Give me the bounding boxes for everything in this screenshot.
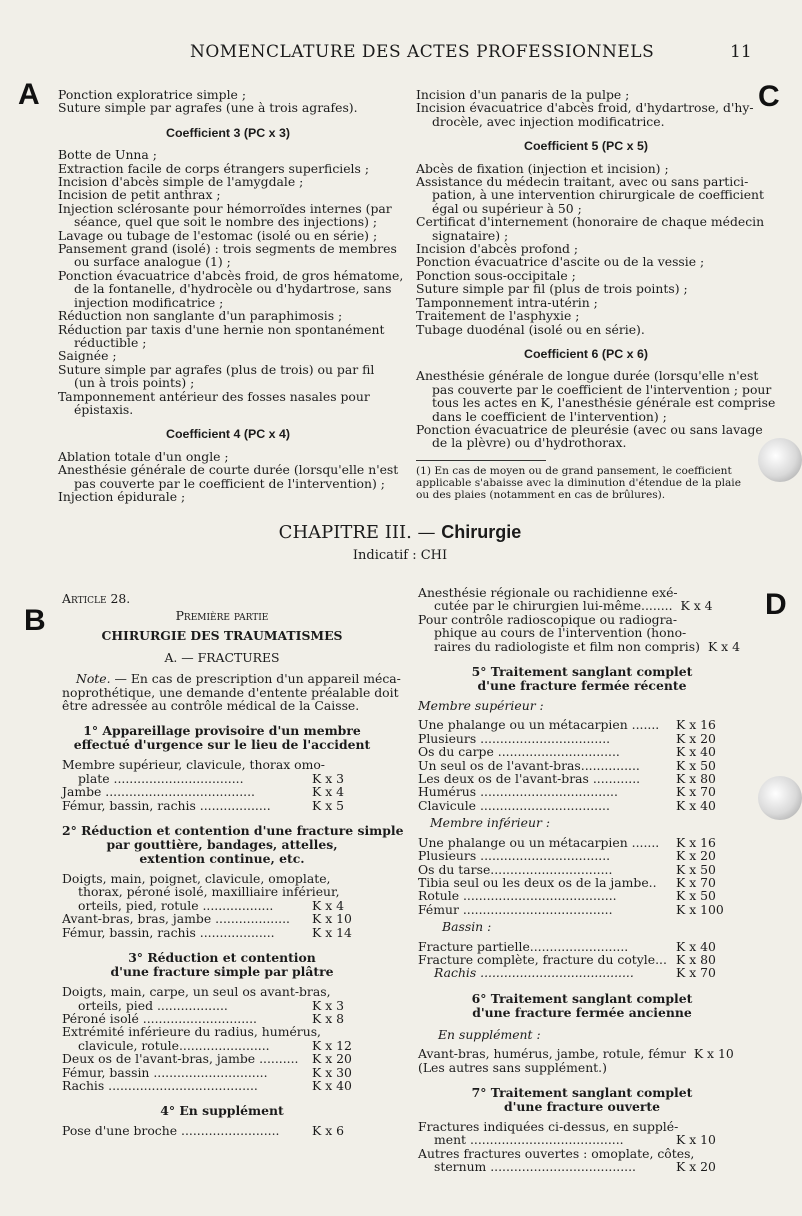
tariff-row [62,899,382,912]
tariff-row [418,1160,746,1173]
coefficient-value: K x 100 [676,901,724,917]
h5-rows-lower [418,836,746,916]
text-line: Doigts, main, poignet, clavicule, omoplate, [62,871,331,887]
h5-rows-bassin [418,940,746,980]
text-line: Anesthésie générale de longue durée (lorsqu'elle n'est [416,368,759,384]
note-line [62,671,401,687]
note-text: noprothétique, une demande d'entente préalable doit [62,684,399,700]
h6-rows [418,1047,746,1060]
act-label: Rotule ....................................... [418,888,617,904]
tariff-row [418,836,746,849]
text-line: drocèle, avec injection modificatrice. [432,113,665,129]
coef5-heading: Coefficient 5 (PC x 5) [524,139,648,154]
coefficient-value: K x 30 [312,1064,352,1080]
coefficient-value: K x 70 [676,965,716,981]
text-line: Incision d'abcès simple de l'amygdale ; [58,174,304,190]
subheading-line: par gouttière, bandages, attelles, [106,837,338,853]
text-line: Réduction non sanglante d'un paraphimosis ; [58,308,343,324]
page-number: 11 [730,42,752,62]
coefficient-value: K x 40 [676,797,716,813]
tariff-row [418,799,746,812]
subheading-line: effectué d'urgence sur le lieu de l'accident [73,737,371,753]
coefficient-value: K x 10 [676,1132,716,1148]
h6-sub: En supplément : [438,1026,541,1042]
text-line: ou surface analogue (1) ; [74,254,231,270]
tariff-row [62,1052,382,1065]
section-a [58,87,404,504]
h3-lines [62,985,382,998]
text-line: séance, quel que soit le nombre des injections) ; [74,214,378,230]
act-label: Pose d'une broche ......................... [62,1123,280,1139]
margin-letter-b: B [24,604,46,637]
note-text: — En cas de prescription d'un appareil méca- [114,671,401,687]
coefficient-value: K x 50 [676,861,716,877]
tariff-row [418,772,746,785]
h4-rows [62,1124,382,1137]
text-line: pas couverte par le coefficient de l'intervention) ; [74,475,385,491]
act-label: Fémur, bassin ............................. [62,1064,268,1080]
tariff-row [62,999,382,1012]
h2-heading [62,823,404,867]
tariff-row [418,732,746,745]
section-a-intro [58,88,398,115]
text-line: Pour contrôle radioscopique ou radiogra- [418,611,678,627]
section-d [418,586,746,1174]
text-line: Fractures indiquées ci-dessus, en supplé- [418,1118,679,1134]
h5-sub-upper: Membre supérieur : [418,698,544,714]
text-line: (un à trois points) ; [74,375,195,391]
h4-heading [62,1104,382,1118]
tariff-row [418,745,746,758]
tariff-row [62,772,382,785]
tariff-row [62,912,382,925]
act-label: Avant-bras, bras, jambe ................... [62,911,290,927]
subheading-line: 1° Appareillage provisoire d'un membre [83,723,361,739]
text-line: Tamponnement antérieur des fosses nasales pour [58,388,370,404]
subheading-line: 6° Traitement sanglant complet [471,990,693,1006]
tariff-row [418,940,746,953]
tariff-row [418,785,746,798]
text-line: épistaxis. [74,401,134,417]
subheading-line: d'une fracture fermée ancienne [472,1004,692,1020]
tariff-row [62,1012,382,1025]
coef5-list [416,160,765,337]
punch-hole [758,438,802,482]
h5-rows-upper [418,718,746,812]
tariff-row [418,1047,746,1060]
coef6-heading: Coefficient 6 (PC x 6) [524,346,648,361]
text-line: dans le coefficient de l'intervention) ; [432,408,667,424]
subheading-line: 2° Réduction et contention d'une fracture simple [62,823,404,839]
text-line: pation, à une intervention chirurgicale de coefficient [432,187,765,203]
footnote [416,465,756,501]
act-label: Plusieurs ................................. [418,848,611,864]
page-header [0,38,800,66]
part-title: CHIRURGIE DES TRAUMATISMES [101,627,343,643]
act-label: Une phalange ou un métacarpien ....... [418,834,660,850]
subheading-line: d'une fracture fermée récente [477,678,687,694]
coefficient-value: K x 4 [312,784,345,800]
text-line: Abcès de fixation (injection et incision) ; [416,160,669,176]
coefficient-value: K x 20 [676,730,716,746]
running-title: NOMENCLATURE DES ACTES PROFESSIONNELS [190,42,655,62]
chapter-title [0,522,800,543]
text-line: Membre supérieur, clavicule, thorax omo- [62,757,325,773]
h5-sub-bassin: Bassin : [442,919,492,935]
text-line: Saignée ; [58,348,117,364]
subheading-line: d'une fracture simple par plâtre [110,964,334,980]
h7-rows [418,1133,746,1146]
coef6-list [416,368,776,451]
subheading-line: 3° Réduction et contention [128,950,316,966]
act-label: raires du radiologiste et film non compris) [434,638,700,654]
text-line: Certificat d'internement (honoraire de chaque médecin [416,214,765,230]
tariff-row [418,876,746,889]
article-number: Article 28. [62,591,131,606]
coefficient-value: K x 4 [707,638,740,654]
text-line: Suture simple par agrafes (plus de trois) ou par fil [58,361,375,377]
act-label: Clavicule ................................. [418,797,610,813]
text-line: Ponction évacuatrice d'abcès froid, de gros hématome, [58,267,404,283]
act-label: Fracture partielle......................... [418,938,629,954]
h3-rows-2 [62,1039,382,1093]
subheading-line: extention continue, etc. [139,851,305,867]
subheading-line: 5° Traitement sanglant complet [471,664,693,680]
act-label: Os du carpe ............................... [418,744,620,760]
coefficient-value: K x 10 [693,1046,734,1062]
tariff-row [418,889,746,902]
text-line: phique au cours de l'intervention (hono- [434,625,687,641]
coefficient-value: K x 20 [676,848,716,864]
text-line: Autres fractures ouvertes : omoplate, côtes, [418,1145,695,1161]
act-label: Fracture complète, fracture du cotyle... [418,951,667,967]
act-label: Fémur, bassin, rachis ................... [62,924,275,940]
act-label: orteils, pied, rotule .................. [78,897,274,913]
h6-heading [418,992,746,1020]
tariff-row [62,1079,382,1092]
coefficient-value: K x 16 [676,834,716,850]
act-label: Deux os de l'avant-bras, jambe .......... [62,1051,299,1067]
h1-lines [62,758,382,771]
tariff-row [418,599,746,612]
coef4-heading: Coefficient 4 (PC x 4) [166,427,290,442]
h5-heading [418,665,746,693]
subheading-line: d'une fracture ouverte [503,1098,661,1114]
text-line: Incision d'abcès profond ; [416,241,579,257]
act-label: Une phalange ou un métacarpien ....... [418,717,660,733]
text-line: Extraction facile de corps étrangers superficiels ; [58,160,369,176]
act-label: Les deux os de l'avant-bras ............ [418,771,641,787]
tariff-row [62,799,382,812]
coefficient-value: K x 3 [312,770,345,786]
chapter-indicatif: Indicatif : CHI [352,548,448,563]
d-top-rows-2 [418,640,746,653]
text-line: Ablation totale d'un ongle ; [58,448,229,464]
act-label: Tibia seul ou les deux os de la jambe.. [418,874,657,890]
coef4-list [58,450,398,504]
coefficient-value: K x 20 [676,1159,716,1175]
section-c-intro [416,88,756,128]
text-line: pas couverte par le coefficient de l'intervention ; pour [432,381,772,397]
coefficient-value: K x 4 [680,598,713,614]
coefficient-value: K x 40 [312,1077,352,1093]
h6-lines [418,1061,746,1074]
footnote-rule [416,460,546,461]
act-label: Avant-bras, humérus, jambe, rotule, fémur [418,1046,686,1062]
h2-lines [62,872,382,899]
d-top-lines [418,586,746,599]
text-line: Réduction par taxis d'une hernie non spontanément [58,321,385,337]
coefficient-value: K x 50 [676,757,716,773]
tariff-row [62,785,382,798]
h3-heading [62,951,382,979]
section-c [416,87,776,501]
coefficient-value: K x 40 [676,938,716,954]
tariff-row [418,640,746,653]
h1-heading [62,724,382,752]
act-label: orteils, pied .................. [78,997,228,1013]
h1-rows [62,772,382,812]
text-line: ou des plaies (notamment en cas de brûlures). [416,488,666,501]
tariff-row [418,1133,746,1146]
text-line: Doigts, main, carpe, un seul os avant-bras, [62,984,331,1000]
tariff-row [418,718,746,731]
coefficient-value: K x 5 [312,797,345,813]
act-label: sternum ..................................... [434,1159,636,1175]
coefficient-value: K x 70 [676,874,716,890]
act-label: clavicule, rotule....................... [78,1037,270,1053]
h7-lines-2 [418,1147,746,1160]
text-line: thorax, péroné isolé, maxilliaire inférieur, [78,884,340,900]
text-line: réductible ; [74,334,147,350]
text-line: Injection sclérosante pour hémorroïdes internes (par [58,200,392,216]
margin-letter-a: A [18,78,40,111]
d-top-rows [418,599,746,612]
text-line: Tubage duodénal (isolé ou en série). [416,321,645,337]
text-line: tous les actes en K, l'anesthésie générale est comprise [432,395,776,411]
h7-lines [418,1120,746,1133]
act-label: Fémur ...................................... [418,901,613,917]
act-label: plate ................................. [78,770,244,786]
text-line: Ponction exploratrice simple ; [58,87,247,102]
text-line: Extrémité inférieure du radius, humérus, [62,1024,321,1040]
coefficient-value: K x 10 [312,911,352,927]
text-line: Tamponnement intra-utérin ; [416,294,598,310]
tariff-row [62,1066,382,1079]
text-line: Anesthésie générale de courte durée (lorsqu'elle n'est [58,462,399,478]
text-line: Anesthésie régionale ou rachidienne exé- [418,585,678,600]
coefficient-value: K x 3 [312,997,345,1013]
act-label: cutée par le chirurgien lui-même........ [434,598,673,614]
h3-rows [62,999,382,1026]
text-line: (1) En cas de moyen ou de grand pansement, le coefficient [416,464,732,477]
coef3-heading: Coefficient 3 (PC x 3) [166,125,290,140]
text-line: Suture simple par fil (plus de trois points) ; [416,281,688,297]
subheading-line: 4° En supplément [160,1103,284,1119]
coefficient-value: K x 70 [676,784,716,800]
coefficient-value: K x 50 [676,888,716,904]
text-line: de la plèvre) ou d'hydrothorax. [432,435,627,451]
text-line: signataire) ; [432,227,509,243]
text-line: Assistance du médecin traitant, avec ou sans partici- [416,174,749,190]
text-line: applicable s'abaisse avec la diminution d'étendue de la plaie [416,476,741,489]
coefficient-value: K x 14 [312,924,352,940]
act-label: Jambe ...................................... [62,784,255,800]
text-line: Ponction évacuatrice d'ascite ou de la vessie ; [416,254,705,270]
coefficient-value: K x 16 [676,717,716,733]
coefficient-value: K x 80 [676,951,716,967]
text-line: (Les autres sans supplément.) [418,1059,607,1075]
tariff-row [418,903,746,916]
coefficient-value: K x 4 [312,897,345,913]
tariff-row [418,759,746,772]
tariff-row [418,849,746,862]
act-label: Plusieurs ................................. [418,730,611,746]
act-label: Humérus ................................... [418,784,618,800]
tariff-row [418,863,746,876]
margin-letter-d: D [765,588,787,621]
coefficient-value: K x 8 [312,1010,345,1026]
text-line: Incision d'un panaris de la pulpe ; [416,87,630,102]
coefficient-value: K x 20 [312,1051,352,1067]
act-label: Rachis ...................................... [62,1077,258,1093]
h3-lines-2 [62,1025,382,1038]
coef3-list [58,147,404,417]
chapter-prefix: CHAPITRE III. — [278,522,436,543]
coefficient-value: K x 80 [676,771,716,787]
act-label: Un seul os de l'avant-bras............... [418,757,640,773]
text-line: Botte de Unna ; [58,147,157,163]
text-line: Lavage ou tubage de l'estomac (isolé ou en série) ; [58,227,378,243]
punch-hole [758,776,802,820]
act-label: Fémur, bassin, rachis .................. [62,797,271,813]
text-line: Pansement grand (isolé) : trois segments de membres [58,241,397,257]
tariff-row [62,926,382,939]
coefficient-value: K x 6 [312,1123,345,1139]
act-label: Péroné isolé ............................. [62,1010,257,1026]
section-b [62,591,404,1139]
act-label: Os du tarse............................... [418,861,613,877]
subheading-line: 7° Traitement sanglant complet [471,1084,693,1100]
act-label: Rachis ....................................... [434,965,634,981]
act-label: ment ....................................... [434,1132,624,1148]
subsection-title: A. — FRACTURES [164,649,280,665]
text-line: Incision de petit anthrax ; [58,187,221,203]
text-line: Ponction sous-occipitale ; [416,267,576,283]
coefficient-value: K x 40 [676,744,716,760]
note-text: être adressée au contrôle médical de la Caisse. [62,698,360,714]
text-line: de la fontanelle, d'hydrocèle ou d'hydartrose, sans [74,281,392,297]
h7-rows-2 [418,1160,746,1173]
chapter-name: Chirurgie [441,522,522,542]
text-line: Traitement de l'asphyxie ; [416,308,580,324]
text-line: Injection épidurale ; [58,488,186,504]
tariff-row [62,1124,382,1137]
h2-rows [62,899,382,939]
text-line: égal ou supérieur à 50 ; [432,200,582,216]
part-label: Première partie [175,608,269,624]
tariff-row [418,966,746,979]
tariff-row [62,1039,382,1052]
margin-letter-c: C [758,80,780,113]
h5-sub-lower: Membre inférieur : [430,815,550,831]
d-top-lines-2 [418,613,746,640]
coefficient-value: K x 12 [312,1037,352,1053]
text-line: injection modificatrice ; [74,294,224,310]
text-line: Suture simple par agrafes (une à trois agrafes). [58,100,358,116]
h7-heading [418,1086,746,1114]
text-line: Incision évacuatrice d'abcès froid, d'hydartrose, d'hy- [416,100,754,116]
tariff-row [418,953,746,966]
note-label: Note. [76,671,111,687]
text-line: Ponction évacuatrice de pleurésie (avec ou sans lavage [416,421,763,437]
